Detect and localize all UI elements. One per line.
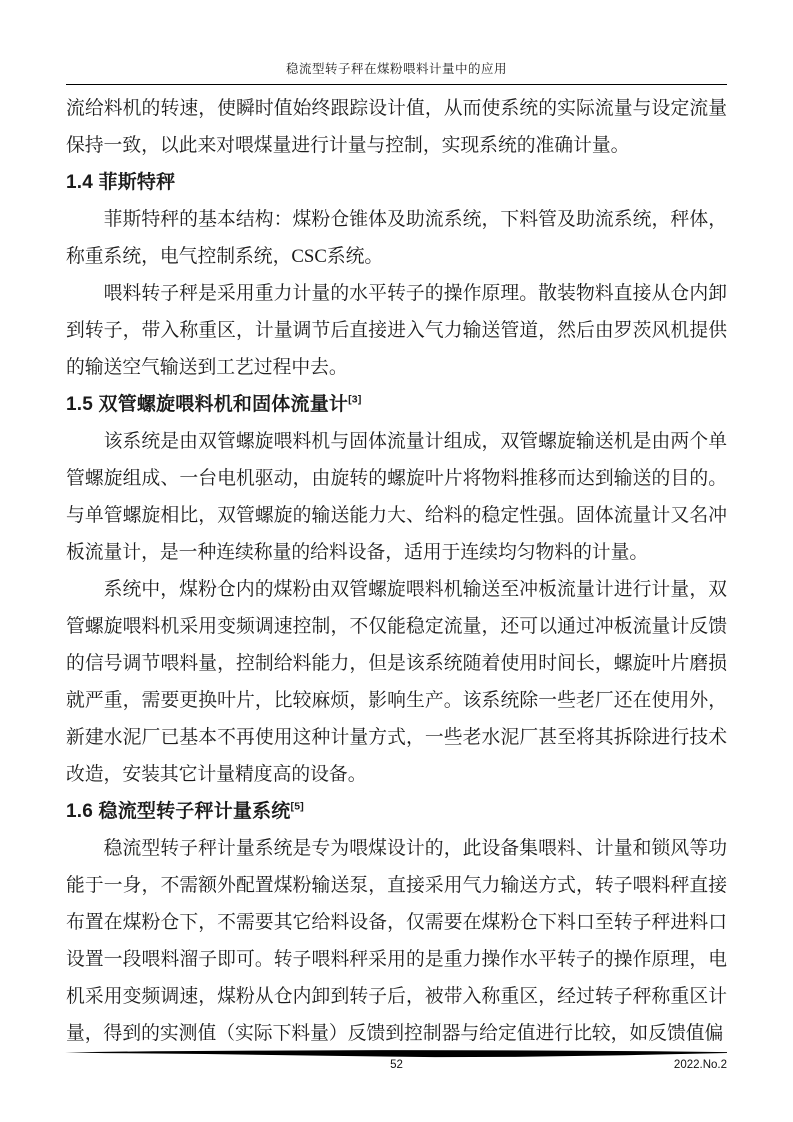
section-heading-text: 1.6 稳流型转子秤计量系统 [66,801,291,822]
footer [66,1059,727,1075]
section-heading-1-5 [66,386,727,423]
paragraph: 菲斯特秤的基本结构：煤粉仓锥体及助流系统，下料管及助流系统，秤体，称重系统，电气控制系统，CSC系统。 [66,209,727,267]
paragraph: 该系统是由双管螺旋喂料机与固体流量计组成，双管螺旋输送机是由两个单管螺旋组成、一台电机驱动，由旋转的螺旋叶片将物料推移而达到输送的目的。与单管螺旋相比，双管螺旋的输送能力大、给料的稳定性强。固体流量计又名冲板流量计，是一种连续称量的给料设备，适用于连续均匀物料的计量。 [66,431,727,563]
citation-reference: [3] [348,393,362,406]
section-heading-1-4 [66,164,727,201]
paragraph: 系统中，煤粉仓内的煤粉由双管螺旋喂料机输送至冲板流量计进行计量，双管螺旋喂料机采用变频调速控制，不仅能稳定流量，还可以通过冲板流量计反馈的信号调节喂料量，控制给料能力，但是该系统随着使用时间长，螺旋叶片磨损就严重，需要更换叶片，比较麻烦，影响生产。该系统除一些老厂还在使用外，新建水泥厂已基本不再使用这种计量方式，一些老水泥厂甚至将其拆除进行技术改造，安装其它计量精度高的设备。 [66,579,727,785]
issue-number: 2022.No.2 [673,1059,727,1071]
section-heading-1-6 [66,793,727,830]
page-number: 52 [390,1059,403,1071]
section-heading-text: 1.5 双管螺旋喂料机和固体流量计 [66,394,349,415]
body-text-column [66,90,727,1052]
paragraph-continuation: 流给料机的转速，使瞬时值始终跟踪设计值，从而使系统的实际流量与设定流量保持一致，以此来对喂煤量进行计量与控制，实现系统的准确计量。 [66,98,727,156]
footer-rule [65,1049,728,1058]
running-header [66,0,727,85]
running-header-title: 稳流型转子秤在煤粉喂料计量中的应用 [66,0,727,85]
citation-reference: [5] [290,800,304,813]
paragraph: 喂料转子秤是采用重力计量的水平转子的操作原理。散装物料直接从仓内卸到转子，带入称重区，计量调节后直接进入气力输送管道，然后由罗茨风机提供的输送空气输送到工艺过程中去。 [66,283,727,378]
paragraph: 稳流型转子秤计量系统是专为喂煤设计的，此设备集喂料、计量和锁风等功能于一身，不需额外配置煤粉输送泵，直接采用气力输送方式，转子喂料秤直接布置在煤粉仓下，不需要其它给料设备，仅需要在煤粉仓下料口至转子秤进料口设置一段喂料溜子即可。转子喂料秤采用的是重力操作水平转子的操作原理，电机采用变频调速，煤粉从仓内卸到转子后，被带入称重区，经过转子秤称重区计量，得到的实测值（实际下料量）反馈到控制器与给定值进行比较，如反馈值偏 [66,838,727,1044]
section-heading-text: 1.4 菲斯特秤 [66,172,176,193]
